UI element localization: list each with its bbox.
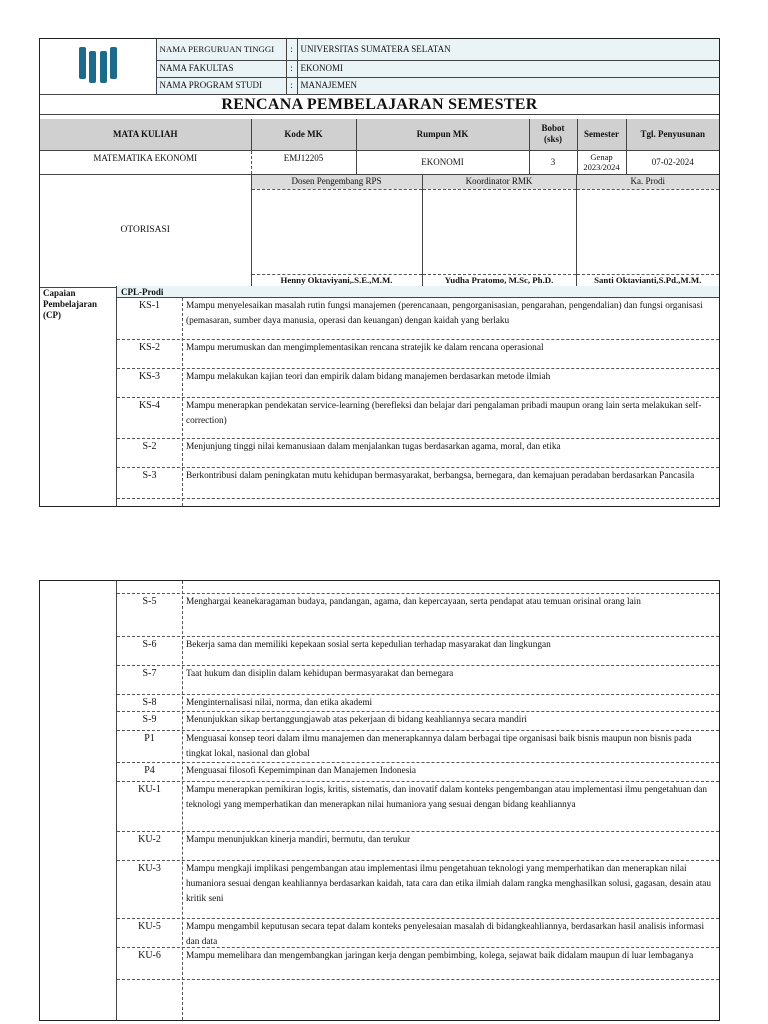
cpl-description: Bekerja sama dan memiliki kepekaan sosial serta kepedulian terhadap masyarakat dan lingkungan [186,640,551,650]
cpl-code: KS-4 [138,400,161,411]
cpl-item [117,919,719,948]
cpl-description: Mampu mengkaji implikasi pengembangan atau implementasi ilmu pengetahuan teknologi yang memperhatikan dan menerapkan nilai humaniora sesuai dengan keahliannya berdasarkan kaidah, tata cara dan etika ilmiah dalam rangka menghasilkan solusi, gagasan, desain atau kritik seni [186,864,712,904]
dosen-name: Henny Oktaviyani,.S.E.,M.M. [251,274,422,287]
cpl-prodi-header: CPL-Prodi [117,286,719,298]
cpl-item [117,594,719,637]
cpl-item [117,439,719,468]
col-rumpun-mk: Rumpun MK [356,119,529,150]
cpl-code: S-8 [142,697,157,708]
header-label: NAMA FAKULTAS [156,60,286,77]
cpl-item [117,763,719,782]
cpl-item [117,695,719,712]
cpl-item [117,832,719,861]
course-date: 07-02-2024 [626,150,719,174]
cpl-item [117,298,719,340]
header-value: MANAJEMEN [297,77,719,94]
cpl-description: Mampu merumuskan dan mengimplementasikan rencana stratejik ke dalam rencana operasional [186,343,544,353]
cpl-list-page1 [117,298,719,499]
kaprodi-name: Santi Oktavianti,S.Pd.,M.M. [576,274,719,287]
dosen-header: Dosen Pengembang RPS [251,175,422,189]
cpl-description: Mampu menyelesaikan masalah rutin fungsi manajemen (perencanaan, pengorganisasian, pengarahan, pengendalian) dan fungsi organisasi (pemasaran, sumber daya manusia, operasi dan keuangan) dengan kaidah yang berlaku [186,301,703,326]
cpl-item [117,861,719,919]
header-label: NAMA PROGRAM STUDI [156,77,286,94]
header-sep: : [286,39,297,60]
dosen-signature-area [251,189,422,274]
otorisasi-table [40,175,719,288]
cpl-item [117,948,719,980]
cpl-code: KS-1 [138,300,161,311]
cpl-code: P4 [144,765,155,776]
cpl-code: KU-5 [138,921,161,932]
university-logo [40,39,156,94]
cpl-code: KU-2 [138,834,161,845]
col-tgl-penyusunan: Tgl. Penyusunan [626,119,719,150]
course-info-table [40,119,719,175]
cpl-item [117,712,719,731]
cpl-code: KS-3 [138,371,161,382]
cpl-description: Menguasai filosofi Kepemimpinan dan Manajemen Indonesia [186,766,417,776]
header-sep: : [286,60,297,77]
course-semester: Genap 2023/2024 [577,150,626,174]
cpl-item [117,731,719,763]
cpl-description: Menjunjung tinggi nilai kemanusiaan dalam menjalankan tugas berdasarkan agama, moral, dan etika [186,442,561,452]
header-value: UNIVERSITAS SUMATERA SELATAN [297,39,719,60]
cpl-item [117,782,719,832]
header-label: NAMA PERGURUAN TINGGI [156,39,286,60]
cpl-code: S-2 [142,441,157,452]
cpl-description: Mampu menerapkan pendekatan service-learning (berefleksi dan belajar dari pengalaman pribadi maupun orang lain serta melakukan self-correction) [186,401,702,426]
koordinator-header: Koordinator RMK [422,175,576,189]
koordinator-signature-area [422,189,576,274]
cpl-item [117,637,719,666]
cpl-item [117,398,719,439]
cpl-description: Mampu melakukan kajian teori dan empirik dalam bidang manajemen berdasarkan metode ilmiah [186,372,551,382]
cpl-description: Mampu mengambil keputusan secara tepat dalam konteks penyelesaian masalah di bidangkeahliannya, berdasarkan hasil analisis informasi dan data [186,922,705,947]
cpl-description: Menghargai keanekaragaman budaya, pandangan, agama, dan kepercayaan, serta pendapat atau temuan orisinal orang lain [186,597,641,607]
cpl-code: S-6 [142,639,157,650]
rps-page-2 [39,580,720,1021]
cpl-code: S-3 [142,470,157,481]
cpl-item [117,340,719,369]
koordinator-name: Yudha Pratomo, M.Sc, Ph.D. [422,274,576,287]
cpl-description: Taat hukum dan disiplin dalam kehidupan bermasyarakat dan bernegara [186,669,454,679]
col-semester: Semester [577,119,626,150]
cpl-code: S-5 [142,596,157,607]
col-mata-kuliah: MATA KULIAH [40,119,251,150]
institution-header [40,39,719,115]
logo-icon [74,45,122,85]
course-code: EMJ12205 [251,150,356,174]
rps-page-1 [39,38,720,507]
header-value: EKONOMI [297,60,719,77]
course-rumpun: EKONOMI [356,150,529,174]
cpl-description: Menguasai konsep teori dalam ilmu manajemen dan menerapkannya dalam berbagai tipe organisasi baik bisnis maupun non bisnis pada tingkat lokal, nasional dan global [186,734,692,759]
course-bobot: 3 [529,150,577,174]
cpl-description: Menunjukkan sikap bertanggungjawab atas pekerjaan di bidang keahliannya secara mandiri [186,715,528,725]
cpl-code: KU-3 [138,863,161,874]
document-title: RENCANA PEMBELAJARAN SEMESTER [40,94,719,114]
cpl-item [117,666,719,695]
cpl-code: P1 [144,733,155,744]
kaprodi-signature-area [576,189,719,274]
cpl-description: Berkontribusi dalam peningkatan mutu kehidupan bermasyarakat, berbangsa, bernegara, dan kemajuan peradaban berdasarkan Pancasila [186,471,695,481]
cpl-code: S-7 [142,668,157,679]
cpl-list-page2 [117,594,719,980]
continuation-row [117,581,719,594]
cpl-description: Menginternalisasi nilai, norma, dan etika akademi [186,698,373,708]
cpl-code: S-9 [142,714,157,725]
kaprodi-header: Ka. Prodi [576,175,719,189]
cpl-item [117,369,719,398]
otorisasi-label: OTORISASI [40,175,251,287]
cpl-description: Mampu menerapkan pemikiran logis, kritis, sistematis, dan inovatif dalam konteks pengembangan atau implementasi ilmu pengetahuan dan teknologi yang memperhatikan dan menerapkan nilai humaniora yang sesuai dengan bidang keahliannya [186,785,708,810]
cpl-code: KU-1 [138,784,161,795]
header-sep: : [286,77,297,94]
col-kode-mk: Kode MK [251,119,356,150]
cpl-description: Mampu memelihara dan mengembangkan jaringan kerja dengan pembimbing, kolega, sejawat baik didalam maupun di luar lembaganya [186,951,694,961]
col-bobot: Bobot (sks) [529,119,577,150]
cpl-item [117,468,719,499]
cpl-code: KU-6 [138,950,161,961]
cp-label: Capaian Pembelajaran (CP) [43,288,97,320]
cpl-code: KS-2 [138,342,161,353]
cpl-description: Mampu menunjukkan kinerja mandiri, bermutu, dan terukur [186,835,411,845]
course-name: MATEMATIKA EKONOMI [40,150,251,174]
